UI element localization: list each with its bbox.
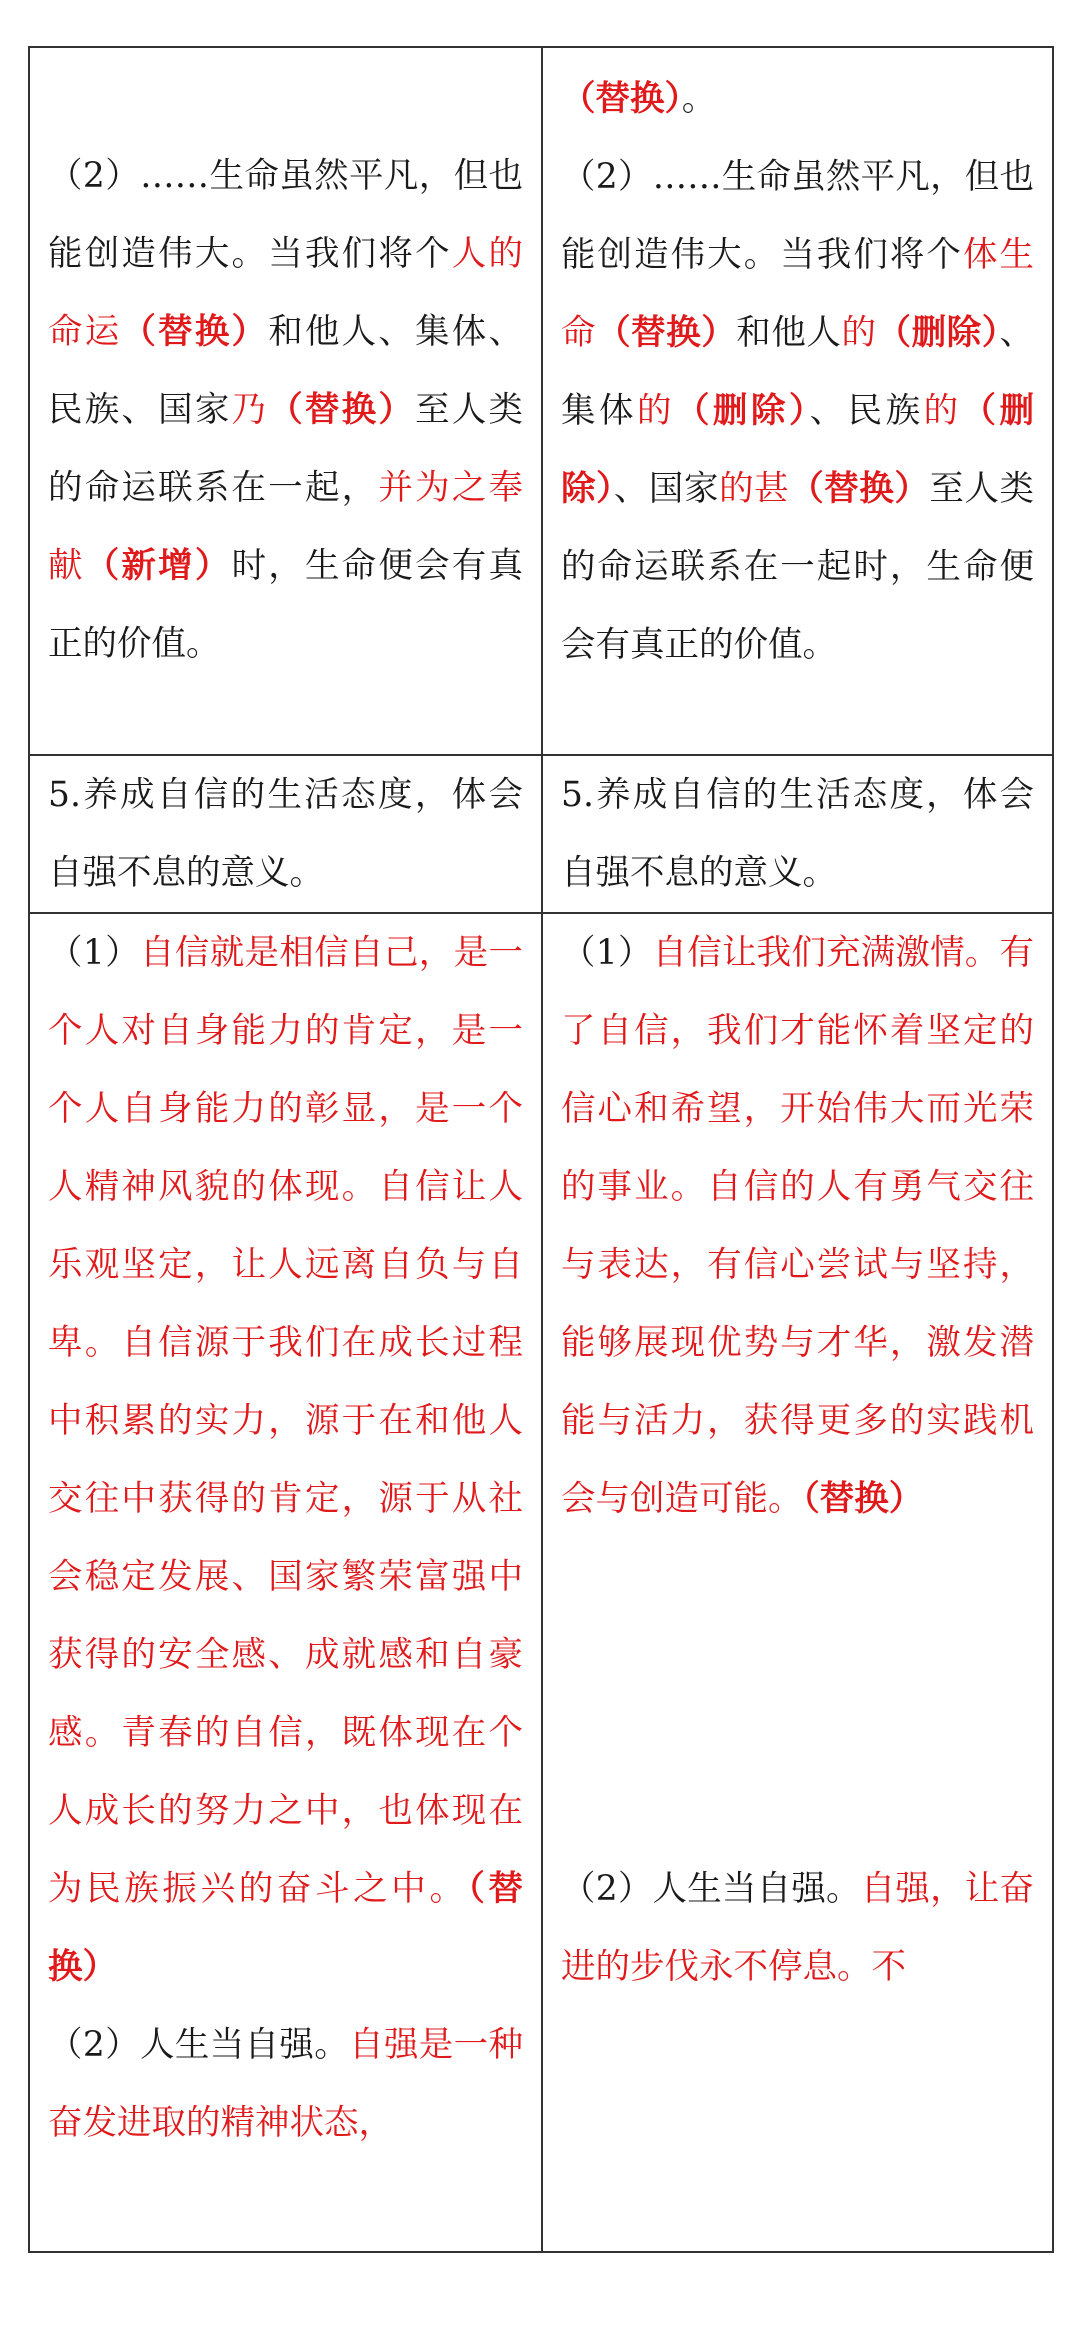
revision-tag: （替换） bbox=[596, 313, 737, 353]
revision-tag: （替换） bbox=[561, 79, 682, 119]
section-heading-left: 5.养成自信的生活态度，体会自强不息的意义。 bbox=[48, 775, 523, 893]
revised-text: 的 bbox=[923, 391, 962, 431]
revised-text: 的 bbox=[636, 391, 675, 431]
revision-tag: （替换） bbox=[789, 469, 930, 509]
revised-text: 的 bbox=[841, 313, 877, 353]
section-heading-right: 5.养成自信的生活态度，体会自强不息的意义。 bbox=[561, 775, 1034, 893]
body-text: 和他人 bbox=[736, 313, 842, 353]
left-paragraph-confidence bbox=[48, 914, 523, 2006]
table-cell-left bbox=[29, 755, 542, 913]
revision-tag: （替换） bbox=[121, 312, 269, 352]
right-paragraph-self-strengthening bbox=[561, 1850, 1034, 2006]
revised-text: 体生命 bbox=[561, 235, 1035, 353]
revision-tag: （删除） bbox=[876, 313, 1000, 353]
table-cell-right bbox=[542, 47, 1053, 755]
body-text: （2）人生当自强。 bbox=[48, 2025, 350, 2065]
body-text: （2）……生命虽然平凡，但也能创造伟大。当我们将个 bbox=[561, 157, 1034, 275]
body-text: 、民族 bbox=[809, 391, 924, 431]
left-paragraph-self-strengthening bbox=[48, 2006, 523, 2162]
body-text: 。 bbox=[681, 79, 717, 119]
table-cell-left bbox=[29, 47, 542, 755]
revised-text: 并为之奉献 bbox=[48, 468, 523, 586]
comparison-table bbox=[28, 46, 1054, 2253]
body-text: 至人类的命运联系在一起时，生命便会有真正的价值。 bbox=[561, 469, 1035, 665]
revised-text: 自信让我们充满激情。有了自信，我们才能怀着坚定的信心和希望，开始伟大而光荣的事业。自信的人有勇气交往与表达，有信心尝试与坚持，能够展现优势与才华，激发潜能与活力，获得更多的实践机会与创造可能。 bbox=[561, 933, 1035, 1519]
revision-tag: （新增） bbox=[84, 546, 232, 586]
body-text: （1） bbox=[48, 933, 140, 973]
left-paragraph-2 bbox=[48, 137, 523, 683]
revision-tag: （删除） bbox=[674, 391, 810, 431]
table-cell-right bbox=[542, 755, 1053, 913]
revised-text: 自强，让奋进的步伐永不停息。不 bbox=[561, 1869, 1035, 1987]
revised-text: 乃 bbox=[231, 390, 269, 430]
revision-tag: （替换） bbox=[48, 1869, 524, 1987]
table-cell-right bbox=[542, 913, 1053, 2252]
table-row bbox=[29, 47, 1053, 755]
table-row bbox=[29, 913, 1053, 2252]
revised-text: 人的命运 bbox=[48, 234, 524, 352]
revised-text: 的甚 bbox=[719, 469, 790, 509]
body-text: 、集体 bbox=[561, 313, 1035, 431]
body-text: 至人类的命运联系在一起， bbox=[48, 390, 524, 508]
body-text: （1） bbox=[561, 933, 653, 973]
body-text: （2）人生当自强。 bbox=[561, 1869, 861, 1909]
revised-text: 自强是一种奋发进取的精神状态， bbox=[48, 2025, 524, 2143]
revised-text: 自信就是相信自己，是一个人对自身能力的肯定，是一个人自身能力的彰显，是一个人精神风貌的体现。自信让人乐观坚定，让人远离自负与自卑。自信源于我们在成长过程中积累的实力，源于在和他人交往中获得的肯定，源于从社会稳定发展、国家繁荣富强中获得的安全感、成就感和自豪感。青春的自信，既体现在个人成长的努力之中，也体现在为民族振兴的奋斗之中。 bbox=[48, 933, 523, 1909]
right-paragraph-confidence bbox=[561, 914, 1034, 1538]
body-text: 、国家 bbox=[613, 469, 720, 509]
revision-tag: （替换） bbox=[268, 390, 416, 430]
revision-tag: （替换） bbox=[802, 1479, 924, 1519]
revision-tag: （删除） bbox=[561, 391, 1035, 509]
right-paragraph-continuation bbox=[561, 60, 1034, 138]
body-text: 时，生命便会有真正的价值。 bbox=[48, 546, 524, 664]
right-paragraph-2 bbox=[561, 138, 1034, 684]
body-text: （2）……生命虽然平凡，但也能创造伟大。当我们将个 bbox=[48, 156, 523, 274]
table-cell-left bbox=[29, 913, 542, 2252]
body-text: 和他人、集体、民族、国家 bbox=[48, 312, 524, 430]
table-row bbox=[29, 755, 1053, 913]
